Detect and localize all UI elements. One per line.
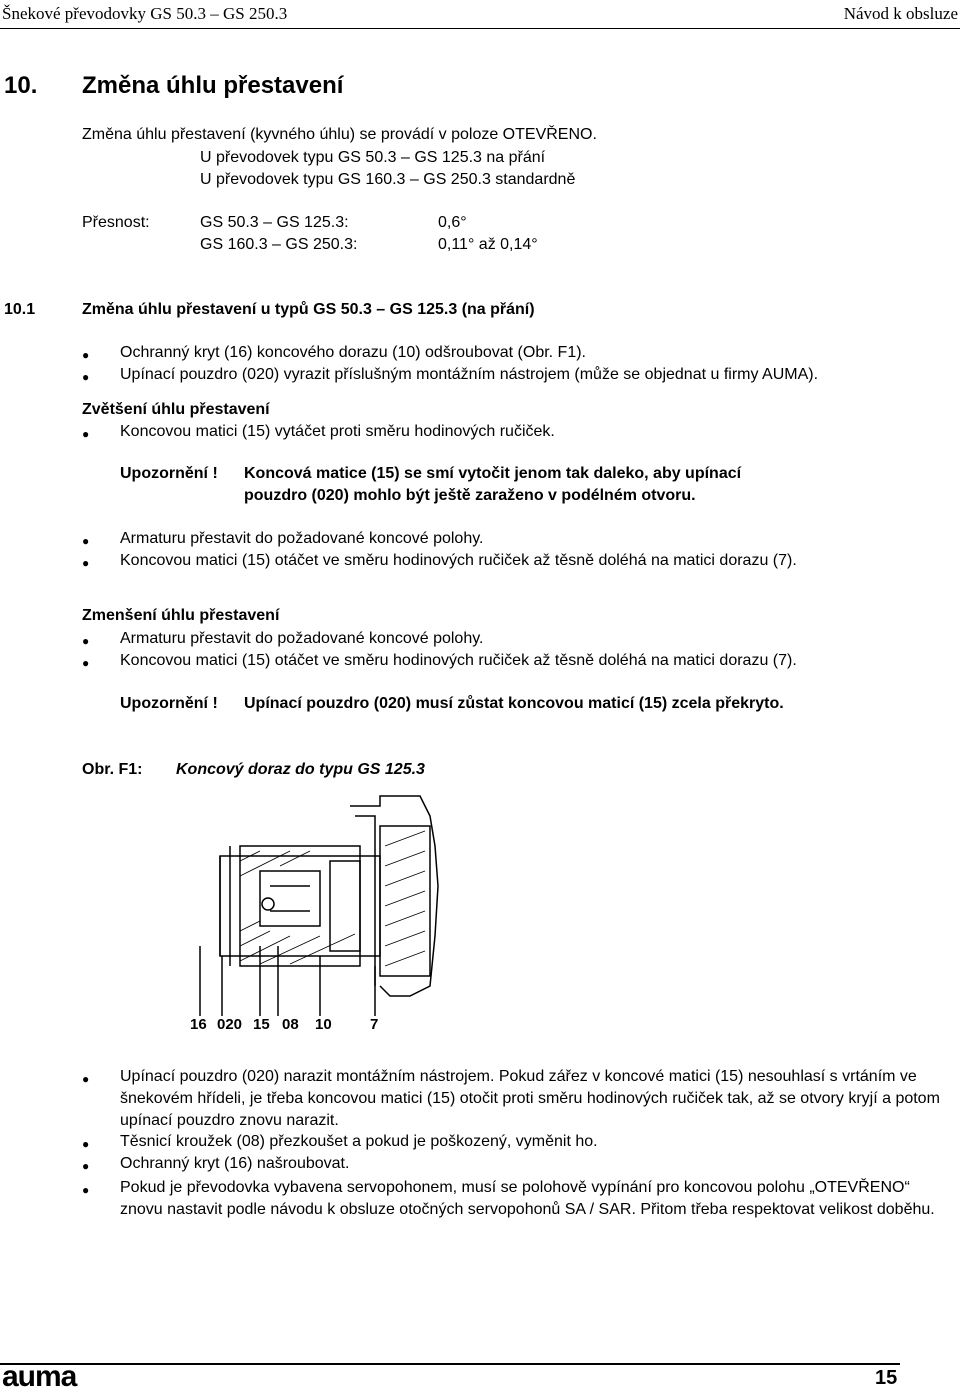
final-step-2: Těsnicí kroužek (08) přezkoušet a pokud je poškozený, vyměnit ho. [120, 1133, 598, 1150]
increase-warning-line-2: pouzdro (020) mohlo být ještě zaraženo v podélném otvoru. [244, 487, 696, 504]
header-rule [0, 28, 960, 29]
section-number: 10. [4, 72, 38, 99]
header-title: Šnekové převodovky GS 50.3 – GS 250.3 [2, 4, 288, 23]
part-label: 020 [217, 1016, 243, 1033]
end-stop-drawing [180, 786, 480, 1036]
decrease-step-1: Armaturu přestavit do požadované koncové polohy. [120, 630, 484, 647]
increase-step-2: Armaturu přestavit do požadované koncové polohy. [120, 530, 484, 547]
auma-logo: auma [2, 1360, 77, 1393]
intro-line-3: U převodovek typu GS 160.3 – GS 250.3 standardně [200, 171, 576, 188]
subsection-number: 10.1 [4, 301, 36, 318]
decrease-step-2: Koncovou matici (15) otáčet ve směru hodinových ručiček až těsně doléhá na matici dorazu (7). [120, 652, 797, 669]
bullet-icon: ● [82, 1159, 90, 1173]
header-doc-type: Návod k obsluze [843, 4, 958, 23]
precision-type-2: GS 160.3 – GS 250.3: [200, 236, 358, 253]
step-remove-cover: Ochranný kryt (16) koncového dorazu (10) odšroubovat (Obr. F1). [120, 344, 586, 361]
page-number: 15 [875, 1367, 898, 1389]
part-label: 08 [282, 1016, 299, 1033]
bullet-icon: ● [82, 1072, 90, 1086]
bullet-icon: ● [82, 556, 90, 570]
figure-label: Obr. F1: [82, 761, 143, 778]
bullet-icon: ● [82, 348, 90, 362]
bullet-icon: ● [82, 656, 90, 670]
increase-warning-line-1: Koncová matice (15) se smí vytočit jenom tak daleko, aby upínací [244, 465, 742, 482]
precision-label: Přesnost: [82, 214, 150, 231]
part-label: 10 [315, 1016, 332, 1033]
increase-step-3: Koncovou matici (15) otáčet ve směru hodinových ručiček až těsně doléhá na matici dorazu (7). [120, 552, 797, 569]
part-label: 15 [253, 1016, 270, 1033]
part-label: 7 [370, 1016, 379, 1033]
decrease-warning-text: Upínací pouzdro (020) musí zůstat koncovou maticí (15) zcela překryto. [244, 695, 784, 712]
decrease-heading: Zmenšení úhlu přestavení [82, 607, 280, 624]
increase-warning-label: Upozornění ! [120, 465, 218, 482]
final-step-4: Pokud je převodovka vybavena servopohonem, musí se polohově vypínání pro koncovou polohu „OTEVŘENO“ znovu nastavit podle návodu k obsluze otočných servopohonů SA / SAR. Přitom třeba respektovat velikost doběhu. [120, 1179, 935, 1218]
decrease-warning-label: Upozornění ! [120, 695, 218, 712]
subsection-title: Změna úhlu přestavení u typů GS 50.3 – GS 125.3 (na přání) [82, 301, 535, 318]
footer-rule [0, 1363, 900, 1365]
bullet-icon: ● [82, 534, 90, 548]
final-step-3: Ochranný kryt (16) našroubovat. [120, 1155, 350, 1172]
figure-caption: Koncový doraz do typu GS 125.3 [176, 761, 425, 778]
bullet-icon: ● [82, 370, 90, 384]
final-step-1: Upínací pouzdro (020) narazit montážním nástrojem. Pokud zářez v koncové matici (15) nesouhlasí s vrtáním ve šnekovém hřídeli, je třeba koncovou matici (15) otočit proti směru hodinových ručiček tak, až se otvory kryjí a potom upínací pouzdro znovu narazit. [120, 1068, 940, 1129]
intro-line-2: U převodovek typu GS 50.3 – GS 125.3 na přání [200, 149, 546, 166]
precision-value-2: 0,11° až 0,14° [438, 236, 538, 253]
bullet-icon: ● [82, 1183, 90, 1197]
intro-line-1: Změna úhlu přestavení (kyvného úhlu) se provádí v poloze OTEVŘENO. [82, 126, 597, 143]
precision-type-1: GS 50.3 – GS 125.3: [200, 214, 349, 231]
increase-step-1: Koncovou matici (15) vytáčet proti směru hodinových ručiček. [120, 423, 555, 440]
bullet-icon: ● [82, 427, 90, 441]
step-remove-sleeve: Upínací pouzdro (020) vyrazit příslušným montážním nástrojem (může se objednat u firmy AUMA). [120, 366, 819, 383]
increase-heading: Zvětšení úhlu přestavení [82, 401, 270, 418]
bullet-icon: ● [82, 634, 90, 648]
precision-value-1: 0,6° [438, 214, 467, 231]
bullet-icon: ● [82, 1137, 90, 1151]
part-label: 16 [190, 1016, 207, 1033]
section-title: Změna úhlu přestavení [82, 72, 344, 99]
